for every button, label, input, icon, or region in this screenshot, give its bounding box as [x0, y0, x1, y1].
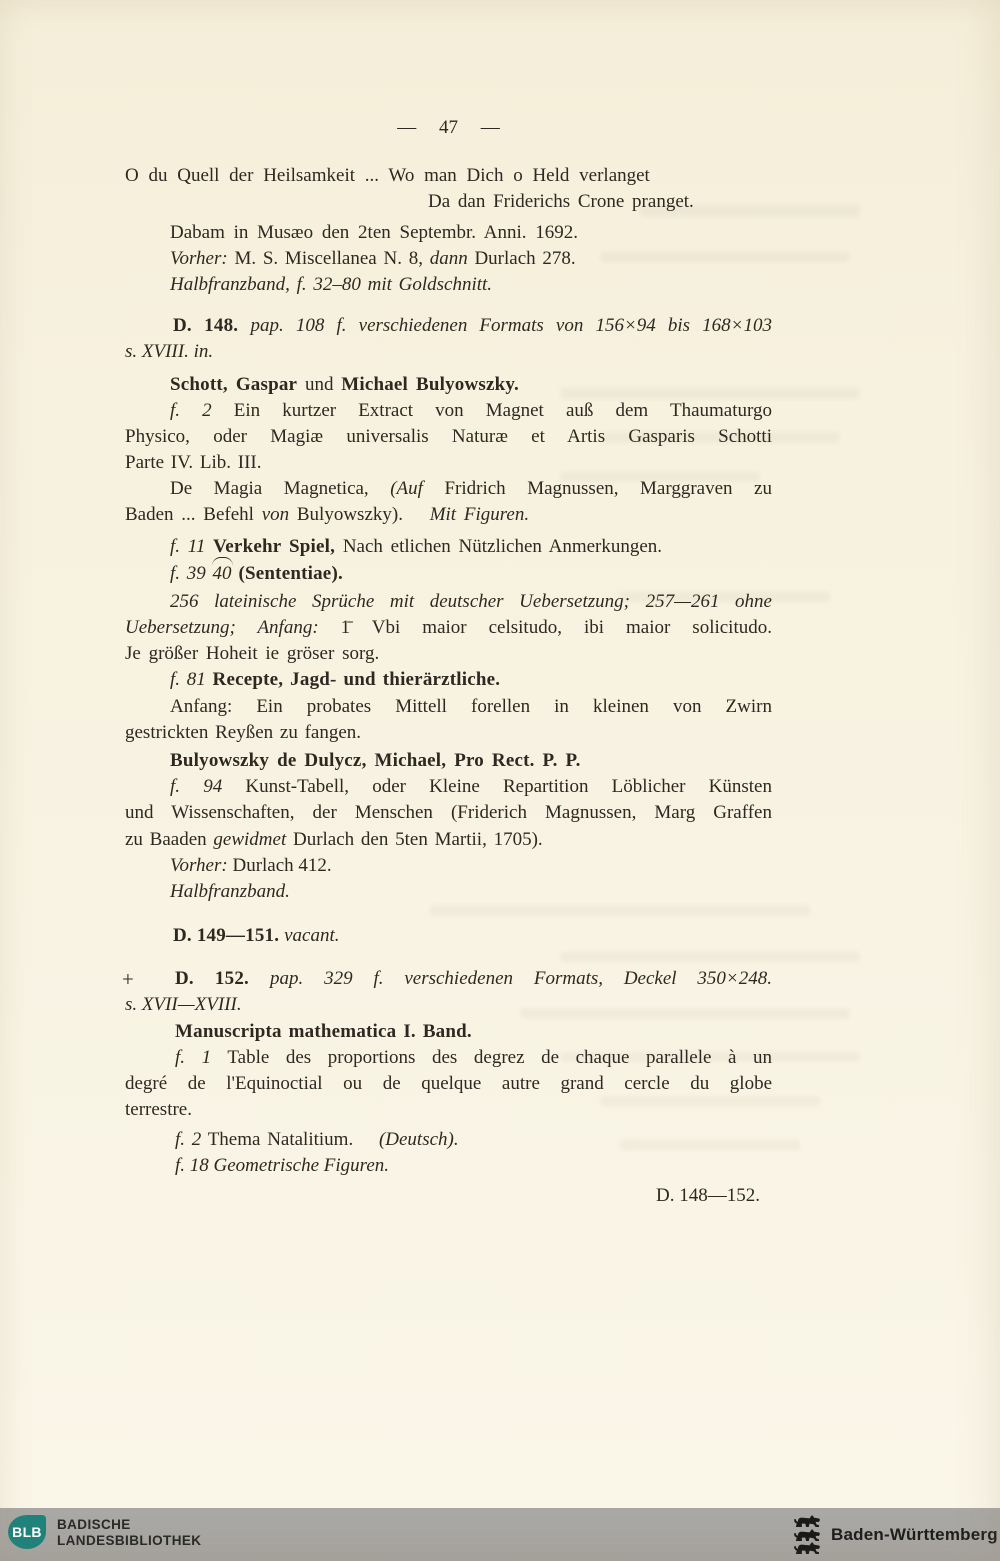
text-segment: Physico, oder Magiæ universalis Naturæ et Artis Gasparis Schotti [125, 426, 772, 447]
text-segment: terrestre. [125, 1099, 192, 1120]
text-segment: Nach etlichen Nützlichen Anmerkungen. [335, 536, 663, 557]
text-segment: f. 11 [170, 536, 214, 557]
text-line [125, 641, 772, 667]
text-segment: Verkehr Spiel, [213, 536, 336, 557]
text-segment: D. 148. [173, 315, 251, 336]
text-line [125, 476, 772, 502]
text-segment: O du Quell der Heilsamkeit ... Wo man Dich o Held verlanget [125, 165, 650, 186]
text-segment: Thema Natalitium. [201, 1129, 379, 1150]
text-segment: M. S. Miscellanea N. 8, [227, 248, 430, 269]
text-segment: s. XVII—XVIII. [125, 994, 242, 1015]
text-line [125, 774, 772, 800]
text-line [125, 1153, 772, 1179]
text-line [125, 1019, 772, 1045]
text-segment: f. 2 [175, 1129, 202, 1150]
text-line [125, 1071, 772, 1097]
text-segment: f. 1 [175, 1047, 212, 1068]
text-line [125, 879, 772, 905]
text-segment: Durlach 412. [227, 855, 332, 876]
library-name-line2: LANDESBIBLIOTHEK [57, 1533, 202, 1548]
text-line [125, 313, 772, 339]
text-line [125, 589, 772, 615]
text-line [125, 1127, 772, 1153]
text-segment: D. 149—151. [173, 925, 285, 946]
text-segment: dann [429, 248, 468, 269]
text-segment: 1̄ Vbi maior celsitudo, ibi maior solicitudo. [318, 617, 772, 638]
text-segment: Vorher: [170, 248, 228, 269]
catalog-range [125, 1183, 772, 1209]
text-segment: (Deutsch). [378, 1129, 459, 1150]
text-line [125, 450, 772, 476]
text-segment: 256 lateinische Sprüche mit deutscher Uebersetzung; 257—261 ohne [170, 591, 772, 612]
text-segment: Vorher: [170, 855, 228, 876]
state-name: Baden-Württemberg [831, 1524, 998, 1544]
text-segment: D. 152. [175, 968, 271, 989]
text-segment: pap. 329 f. verschiedenen Formats, Deckel 350×248. [270, 968, 772, 989]
text-segment: De Magia Magnetica, [170, 478, 391, 499]
text-segment: f. 2 [170, 400, 212, 421]
text-line [125, 827, 772, 853]
text-segment: f. 94 [170, 776, 223, 797]
text-segment: Dabam in Musæo den 2ten Septembr. Anni. 1692. [170, 222, 578, 243]
text-segment: 40 [213, 561, 232, 587]
text-line [125, 561, 772, 587]
baden-wuerttemberg-lions-icon [793, 1515, 821, 1554]
lion-icon [793, 1515, 821, 1527]
text-segment: zu Baaden [125, 829, 214, 850]
text-line [125, 339, 772, 365]
text-segment: Ein kurtzer Extract von Magnet auß dem Thaumaturgo [211, 400, 772, 421]
text-segment: Durlach den 5ten Martii, 1705). [286, 829, 543, 850]
text-line [125, 220, 772, 246]
text-segment: Manuscripta mathematica I. Band. [175, 1021, 472, 1042]
text-line [125, 800, 772, 826]
margin-plus-marker: + [122, 967, 134, 991]
text-segment: Bulyowszky). [289, 504, 430, 525]
text-line [125, 923, 772, 949]
text-segment: Je größer Hoheit ie gröser sorg. [125, 643, 380, 664]
text-line [125, 853, 772, 879]
text-segment: Kunst-Tabell, oder Kleine Repartition Löblicher Künsten [222, 776, 772, 797]
text-segment: Bulyowszky de Dulycz, Michael, Pro Rect. P. P. [170, 750, 581, 771]
footer-bar [0, 1508, 1000, 1561]
text-segment: vacant. [284, 925, 340, 946]
text-line [125, 272, 772, 298]
text-segment: von [261, 504, 290, 525]
text-segment: Parte IV. Lib. III. [125, 452, 262, 473]
text-line [125, 720, 772, 746]
text-segment: f. 81 [170, 669, 213, 690]
text-segment: gewidmet [213, 829, 287, 850]
text-line [125, 246, 772, 272]
lion-icon [793, 1542, 821, 1554]
text-segment: f. 39 [170, 563, 213, 584]
text-segment: Anfang: Ein probates Mittell forellen in kleinen von Zwirn [170, 696, 772, 717]
blb-logo [8, 1515, 46, 1549]
text-line [125, 667, 772, 693]
text-segment: Recepte, Jagd- und thierärztliche. [212, 669, 501, 690]
text-segment: f. 18 Geometrische Figuren. [175, 1155, 390, 1176]
text-segment: Durlach 278. [467, 248, 576, 269]
text-segment: und [297, 374, 342, 395]
text-line [125, 1045, 772, 1071]
blb-logo-text: BLB [12, 1524, 42, 1540]
text-segment: — 47 — [397, 117, 500, 138]
lion-icon [793, 1529, 821, 1541]
text-line [125, 398, 772, 424]
text-segment: s. XVIII. in. [125, 341, 214, 362]
text-segment: Table des proportions des degrez de chaque parallele à un [211, 1047, 773, 1068]
text-segment: Schott, Gaspar [170, 374, 298, 395]
text-segment: Michael Bulyowszky. [341, 374, 520, 395]
page-number [125, 115, 772, 141]
library-name-line1: BADISCHE [57, 1517, 131, 1532]
text-segment: Halbfranzband, f. 32–80 mit Goldschnitt. [170, 274, 493, 295]
text-segment: Da dan Friderichs Crone pranget. [428, 191, 694, 212]
text-line [125, 424, 772, 450]
text-line [125, 694, 772, 720]
text-segment: Fridrich Magnussen, Marggraven zu [422, 478, 772, 499]
text-block [122, 115, 773, 1209]
text-line [125, 1097, 772, 1123]
text-segment: Mit Figuren. [429, 504, 530, 525]
text-segment: pap. 108 f. verschiedenen Formats von 156×94 bis 168×103 [250, 315, 772, 336]
text-segment: Halbfranzband. [170, 881, 290, 902]
text-segment: D. 148—152. [656, 1185, 760, 1206]
text-line [122, 966, 772, 992]
text-segment: (Auf [390, 478, 423, 499]
text-segment: (Sententiae). [231, 563, 343, 584]
text-line [125, 992, 772, 1018]
text-segment: gestrickten Reyßen zu fangen. [125, 722, 362, 743]
text-segment: und Wissenschaften, der Menschen (Friderich Magnussen, Marg Graffen [125, 802, 772, 823]
text-line [125, 615, 772, 641]
text-segment: Uebersetzung; Anfang: [125, 617, 319, 638]
library-name [57, 1517, 201, 1549]
text-segment: degré de l'Equinoctial ou de quelque autre grand cercle du globe [125, 1073, 772, 1094]
text-line [125, 189, 772, 215]
text-line [125, 372, 772, 398]
text-line [125, 502, 772, 528]
text-line [125, 163, 772, 189]
text-line [125, 748, 772, 774]
text-segment: Baden ... Befehl [125, 504, 262, 525]
